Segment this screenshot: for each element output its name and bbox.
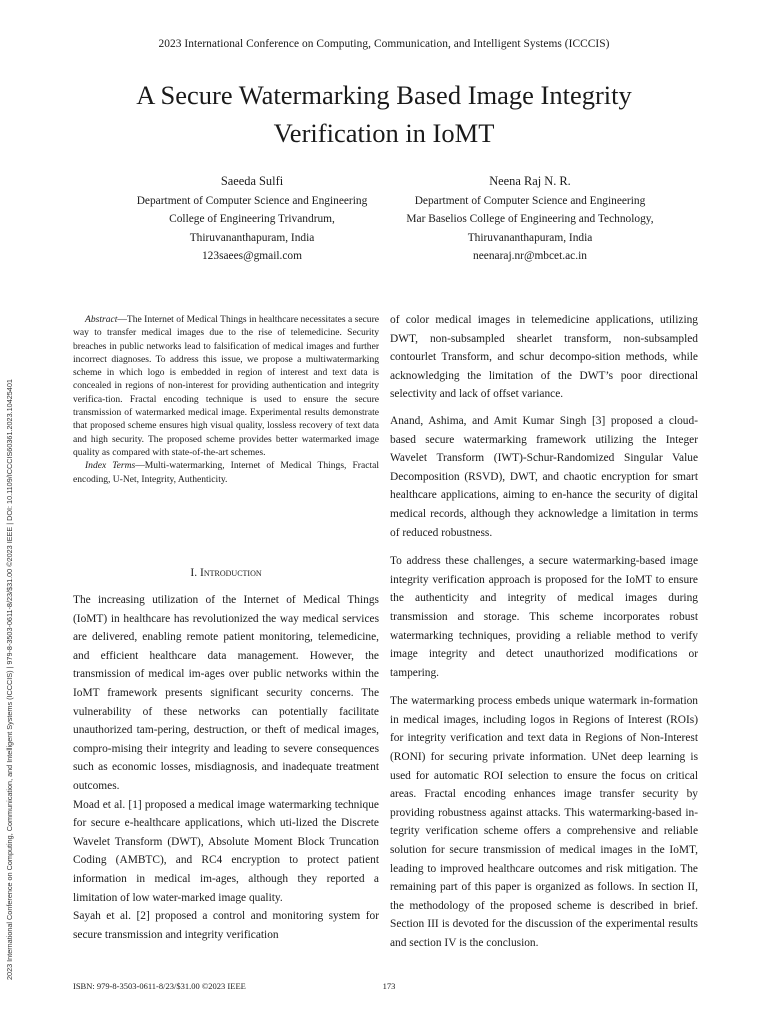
section-title: Introduction	[200, 566, 262, 579]
abstract	[73, 313, 379, 486]
left-column-body	[73, 591, 379, 944]
abstract-label: Abstract	[85, 314, 118, 325]
right-column-body	[390, 311, 698, 963]
body-paragraph: of color medical images in telemedicine applications, utilizing DWT, non-subsampled shearlet transform, non-subsampled contourlet Transform, and schur decompo-sition methods, while acknowledging the limitation of the DWT’s poor directional selectivity and lack of offset variance.	[390, 314, 698, 401]
author-institution: Mar Baselios College of Engineering and Technology,	[406, 213, 654, 226]
body-paragraph: Moad et al. [1] proposed a medical image watermarking technique for secure e-healthcare applications, which uti-lized the Discrete Wavelet Transform (DWT), Absolute Moment Block Truncation Coding (AMBTC), and RC4 encryption to protect patient information in medical im-ages, although they reported a limitation of low water-marked image quality.	[73, 798, 379, 904]
author-department: Department of Computer Science and Engineering	[414, 195, 646, 208]
section-heading	[73, 566, 379, 579]
abstract-text: The Internet of Medical Things in healthcare necessitates a secure way to transfer medical images due to the rise of telemedicine. Security breaches in public networks lead to falsification of medical images and further incorrect diagnoses. To address this issue, we propose a multiwatermarking scheme in which logo is embedded in region of interest and text data is concealed in regions of non-interest for providing authentication and integrity verifica-tion. Fractal encoding technique is used to ensure the secure transmission of watermarked medical image. Experimental results demonstrate that proposed scheme ensures high visual quality, lossless recovery of text data and high security. The proposed scheme provides better watermarked image quality as compared with state-of-the-art schemes.	[73, 314, 379, 458]
title-line-2: Verification in IoMT	[273, 118, 495, 148]
sidebar-citation-text: 2023 International Conference on Computing, Communication, and Intelligent Systems (ICCCIS) | 979-8-3503-0611-8/23/$31.00 ©2023 IEEE | DOI: 10.1109/ICCCIS60361.2023.10425401	[5, 379, 14, 980]
author-institution: College of Engineering Trivandrum,	[169, 213, 335, 226]
body-paragraph: The watermarking process embeds unique watermark in-formation in medical images, including logos in Regions of Interest (ROIs) for integrity verification and text data in Regions of Non-Interest (RONI) for securing private information. UNet deep learning is used for automatic ROI selection to ensure the focus on critical areas. Fractal encoding enhances image transfer security by providing robustness against attacks. This watermarking-based in-tegrity verification scheme offers a comprehensive and reliable solution for secure transmission of medical images in the IoMT, leading to improved healthcare outcomes and risk mitigation. The remaining part of this paper is organized as follows. In section II, the methodology of the proposed scheme is described in brief. Section III is devoted for the discussion of the experimental results and section IV is the conclusion.	[390, 695, 698, 949]
author-city: Thiruvananthapuram, India	[467, 231, 593, 244]
body-paragraph: Anand, Ashima, and Amit Kumar Singh [3] proposed a cloud-based secure watermarking framework utilizing the Integer Wavelet Transform (IWT)-Schur-Randomized Singular Value Decomposition (RSVD), DWT, and chaotic encryption for smart healthcare applications, aiming to en-hance the security of digital medical records, although they acknowledge a limitation in terms of reduced robustness.	[390, 414, 698, 539]
body-paragraph: The increasing utilization of the Internet of Medical Things (IoMT) in healthcare has revolutionized the way medical services are delivered, enabling remote patient monitoring, telemedicine, and efficient healthcare data management. However, the transmission of medical im-ages over public networks within the IoMT framework presents significant security concerns. The vulnerability of these networks can potentially facilitate unauthorized tam-pering, destruction, or theft of medical images, compro-mising their integrity and leading to severe consequences such as economic losses, misdiagnosis, and inadequate treatment outcomes.	[73, 594, 379, 792]
body-paragraph: Sayah et al. [2] proposed a control and monitoring system for secure transmission and integrity verification	[73, 910, 379, 941]
abstract-dash: —	[117, 314, 127, 325]
author-email[interactable]: neenaraj.nr@mbcet.ac.in	[473, 249, 587, 262]
abstract-paragraph	[73, 313, 379, 459]
body-paragraph: To address these challenges, a secure watermarking-based image integrity verification approach is proposed for the IoMT to ensure the authenticity and integrity of medical images during transmission and storage. This scheme incorporates robust watermarking techniques, providing a reliable method to verify image integrity and detect unauthorized modifications or tampering.	[390, 555, 698, 679]
author-department: Department of Computer Science and Engineering	[136, 195, 368, 208]
author-name: Neena Raj N. R.	[489, 174, 571, 188]
index-terms-dash: —	[135, 460, 145, 472]
index-terms-label: Index Terms	[85, 460, 136, 472]
author-email[interactable]: 123saees@gmail.com	[201, 249, 302, 262]
section-number: I.	[190, 566, 198, 579]
footer-isbn: ISBN: 979-8-3503-0611-8/23/$31.00 ©2023 IEEE	[73, 981, 246, 991]
conference-header: 2023 International Conference on Computing, Communication, and Intelligent Systems (ICCCIS)	[158, 38, 610, 50]
page-number: 173	[382, 981, 396, 991]
author-city: Thiruvananthapuram, India	[189, 231, 315, 244]
paper-title	[60, 76, 708, 152]
title-line-1: A Secure Watermarking Based Image Integrity	[136, 80, 632, 110]
author-name: Saeeda Sulfi	[220, 174, 284, 188]
index-terms	[73, 459, 379, 486]
author-block-2	[346, 172, 714, 265]
index-terms-text: Multi-watermarking, Internet of Medical Things, Fractal encoding, U-Net, Integrity, Authenticity.	[73, 460, 379, 485]
